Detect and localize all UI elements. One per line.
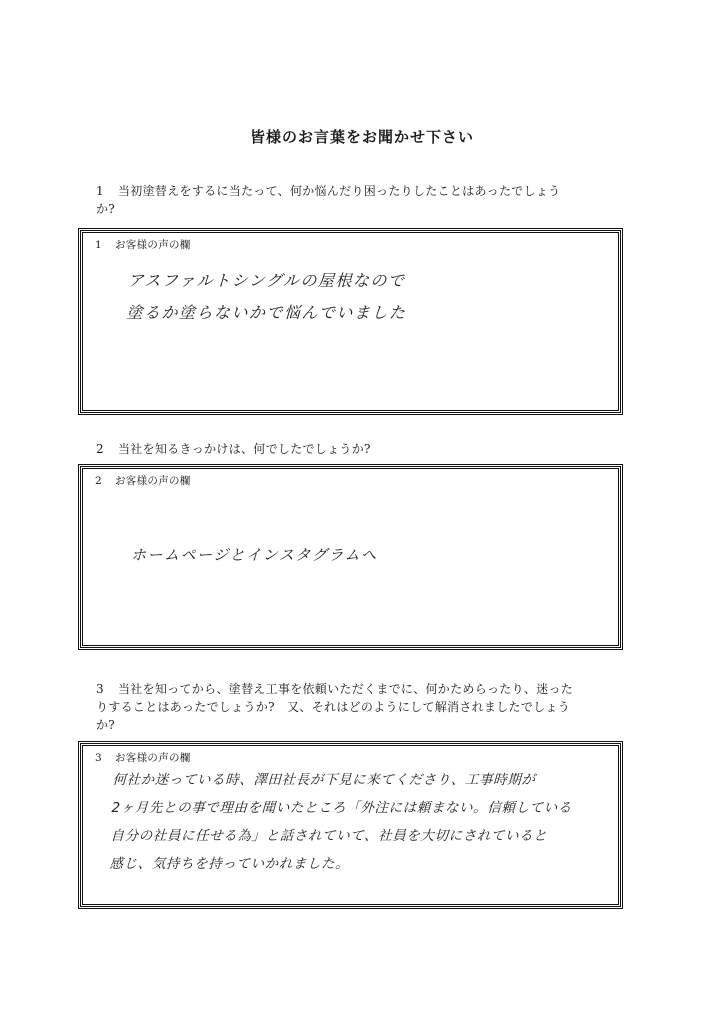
question-number: 2 bbox=[96, 442, 104, 456]
box-header bbox=[95, 473, 191, 488]
question-text: か? bbox=[96, 718, 116, 732]
answer-line: アスファルトシングルの屋根なので bbox=[127, 271, 406, 290]
answer-line: 自分の社員に任せる為」と話されていて、社員を大切にされていると bbox=[110, 828, 548, 844]
answer-line: 2ヶ月先との事で理由を聞いたところ「外注には頼まない。信頼している bbox=[111, 800, 573, 816]
answer-box-2 bbox=[80, 466, 621, 648]
question-3 bbox=[96, 680, 636, 734]
question-text: 当社を知ってから、塗替え工事を依頼いただくまでに、何かためらったり、迷った bbox=[118, 682, 574, 696]
answer-box-3 bbox=[80, 743, 621, 907]
answer-box-1 bbox=[80, 230, 621, 413]
box-label: お客様の声の欄 bbox=[115, 239, 191, 251]
box-number: 1 bbox=[95, 239, 102, 251]
answer-line: 何社か迷っている時、澤田社長が下見に来てくださり、工事時期が bbox=[112, 772, 536, 788]
handwritten-answer bbox=[126, 265, 408, 329]
question-number: 1 bbox=[96, 184, 104, 198]
box-label: お客様の声の欄 bbox=[115, 475, 191, 487]
question-number: 3 bbox=[96, 682, 104, 696]
box-label: お客様の声の欄 bbox=[115, 752, 191, 764]
question-text: か? bbox=[96, 202, 116, 216]
box-header bbox=[95, 750, 191, 765]
question-text: 当初塗替えをするに当たって、何か悩んだり困ったりしたことはあったでしょう bbox=[118, 184, 561, 198]
answer-line: 塗るか塗らないかで悩んでいました bbox=[126, 303, 407, 322]
question-1 bbox=[96, 182, 636, 218]
question-2 bbox=[96, 440, 636, 458]
answer-line: 感じ、気持ちを持っていかれました。 bbox=[109, 856, 350, 872]
handwritten-answer bbox=[109, 766, 573, 878]
answer-line: ホームページとインスタグラムへ bbox=[130, 546, 378, 564]
question-text: りすることはあったでしょうか? 又、それはどのようにして解消されましたでしょう bbox=[96, 700, 571, 714]
box-number: 3 bbox=[95, 752, 102, 764]
box-header bbox=[95, 237, 191, 252]
page-title: 皆様のお言葉をお聞かせ下さい bbox=[249, 128, 474, 146]
question-text: 当社を知るきっかけは、何でしたでしょうか? bbox=[118, 442, 371, 456]
box-number: 2 bbox=[95, 475, 102, 487]
handwritten-answer bbox=[131, 541, 379, 569]
